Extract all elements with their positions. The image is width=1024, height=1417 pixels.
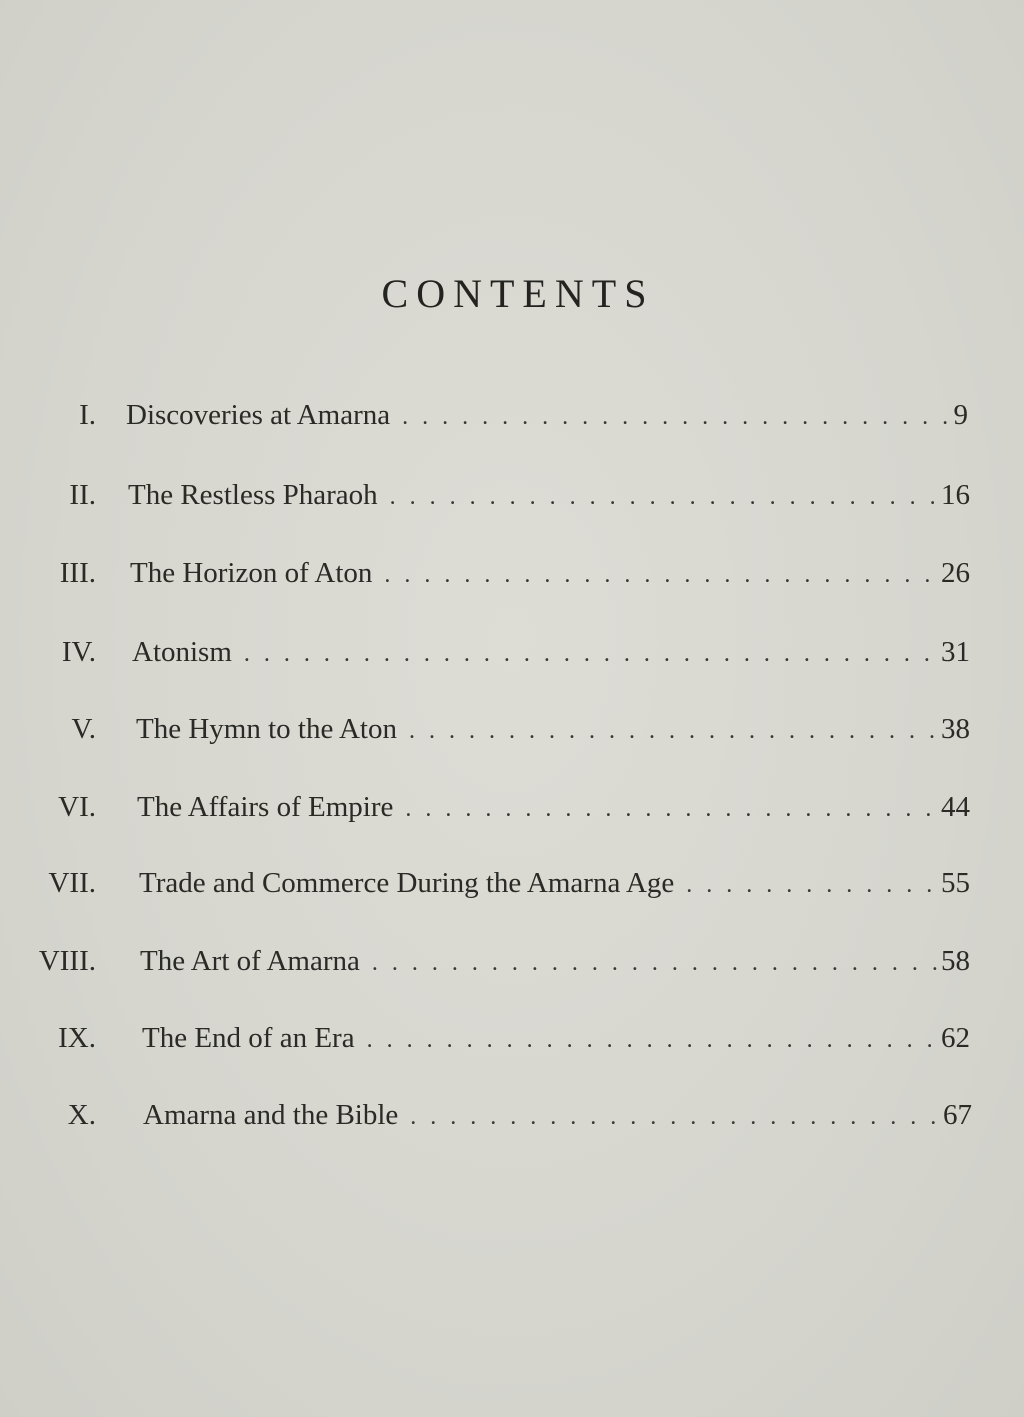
dot-leader	[686, 865, 939, 905]
chapter-numeral: VII.	[48, 867, 96, 899]
toc-entry	[0, 1018, 1024, 1058]
chapter-numeral: II.	[69, 479, 96, 511]
dot-leader	[405, 789, 939, 829]
chapter-title: Amarna and the Bible	[143, 1099, 399, 1131]
toc-line	[139, 863, 970, 903]
chapter-numeral: V.	[71, 713, 96, 745]
chapter-title: The Horizon of Aton	[130, 557, 373, 589]
toc-entry	[0, 395, 1024, 435]
page-number: 9	[953, 399, 968, 431]
toc-entry	[0, 632, 1024, 672]
toc-entry	[0, 787, 1024, 827]
toc-entry	[0, 863, 1024, 903]
page-number: 38	[941, 713, 970, 745]
chapter-numeral: I.	[79, 399, 96, 431]
chapter-numeral: IX.	[58, 1022, 96, 1054]
chapter-title: The Art of Amarna	[140, 945, 360, 977]
page-number: 58	[941, 945, 970, 977]
chapter-numeral: IV.	[61, 636, 96, 668]
toc-entry	[0, 941, 1024, 981]
dot-leader	[244, 634, 939, 674]
dot-leader	[409, 711, 939, 751]
toc-line	[130, 553, 970, 593]
dot-leader	[372, 943, 939, 983]
toc-line	[136, 709, 970, 749]
toc-line	[132, 632, 970, 672]
toc-entry	[0, 475, 1024, 515]
dot-leader	[367, 1020, 939, 1060]
toc-line	[143, 1095, 972, 1135]
toc-entry	[0, 1095, 1024, 1135]
chapter-title: Trade and Commerce During the Amarna Age	[139, 867, 675, 899]
chapter-title: Discoveries at Amarna	[126, 399, 391, 431]
chapter-numeral: X.	[67, 1099, 96, 1131]
toc-line	[126, 395, 968, 435]
dot-leader	[402, 397, 951, 437]
chapter-numeral: VIII.	[38, 945, 96, 977]
chapter-numeral: III.	[59, 557, 96, 589]
chapter-title: The Affairs of Empire	[137, 791, 394, 823]
contents-heading: CONTENTS	[381, 271, 655, 316]
dot-leader	[390, 477, 939, 517]
chapter-title: The Hymn to the Aton	[136, 713, 397, 745]
chapter-title: The Restless Pharaoh	[128, 479, 378, 511]
toc-line	[137, 787, 970, 827]
page-number: 44	[941, 791, 970, 823]
chapter-numeral: VI.	[58, 791, 96, 823]
toc-line	[142, 1018, 970, 1058]
page-number: 67	[943, 1099, 972, 1131]
toc-line	[140, 941, 970, 981]
page-number: 55	[941, 867, 970, 899]
dot-leader	[384, 555, 939, 595]
chapter-title: Atonism	[132, 636, 232, 668]
dot-leader	[410, 1097, 941, 1137]
toc-entry	[0, 553, 1024, 593]
chapter-title: The End of an Era	[142, 1022, 355, 1054]
page-number: 31	[941, 636, 970, 668]
page-number: 62	[941, 1022, 970, 1054]
page-number: 26	[941, 557, 970, 589]
toc-line	[128, 475, 970, 515]
page-number: 16	[941, 479, 970, 511]
toc-entry	[0, 709, 1024, 749]
